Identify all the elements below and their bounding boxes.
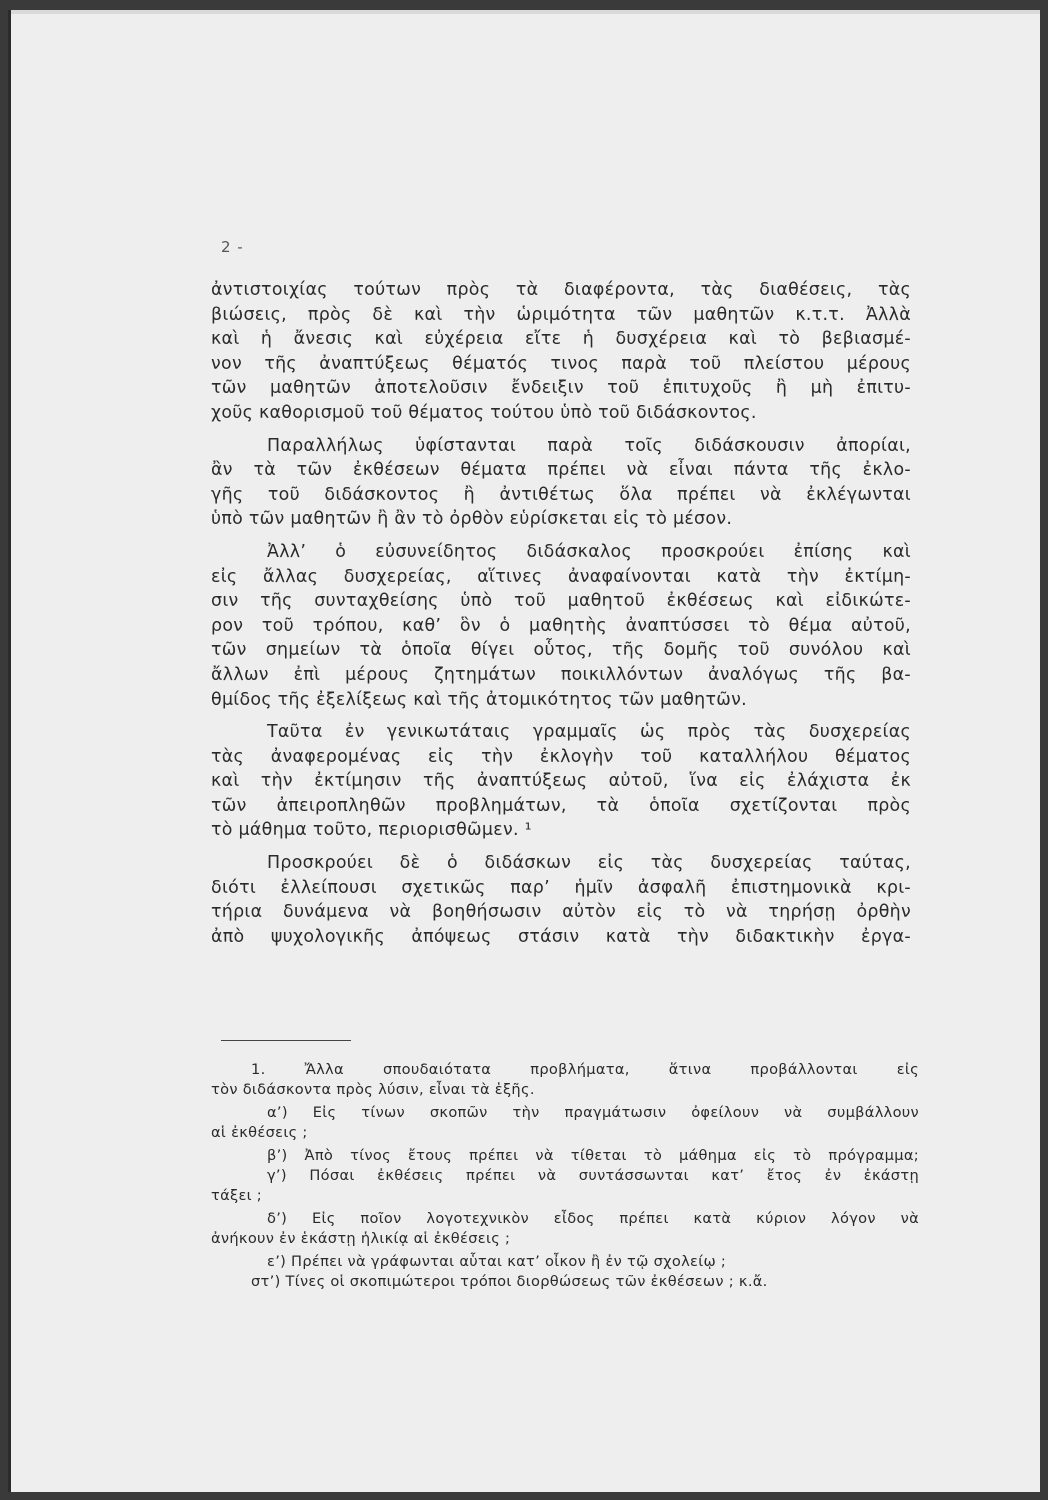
text-line: καὶ τὴν ἐκτίμησιν τῆς ἀναπτύξεως αὐτοῦ, ἵνα εἰς ἐλάχιστα ἐκ — [211, 771, 911, 792]
text-line: ἄλλων ἐπὶ μέρους ζητημάτων ποικιλλόντων ἀναλόγως τῆς βα- — [211, 664, 911, 685]
text-line: Ταῦτα ἐν γενικωτάταις γραμμαῖς ὡς πρὸς τὰς δυσχερείας — [267, 722, 911, 743]
text-line: Παραλλήλως ὑφίστανται παρὰ τοῖς διδάσκουσιν ἀπορίαι, — [267, 435, 911, 456]
footnote-line: αἱ ἐκθέσεις ; — [211, 1124, 308, 1141]
text-line: βιώσεις, πρὸς δὲ καὶ τὴν ὡριμότητα τῶν μαθητῶν κ.τ.τ. Ἀλλὰ — [211, 304, 911, 325]
text-line: νον τῆς ἀναπτύξεως θέματός τινος παρὰ τοῦ πλείστου μέρους — [211, 353, 911, 374]
text-line: ρον τοῦ τρόπου, καθ’ ὃν ὁ μαθητὴς ἀναπτύσσει τὸ θέμα αὐτοῦ, — [211, 615, 911, 636]
text-line: χοῦς καθορισμοῦ τοῦ θέματος τούτου ὑπὸ τοῦ διδάσκοντος. — [211, 402, 757, 423]
scan-edge — [11, 10, 1040, 14]
text-line: τῶν σημείων τὰ ὁποῖα θίγει οὗτος, τῆς δομῆς τοῦ συνόλου καὶ — [211, 640, 911, 661]
footnote-line: τὸν διδάσκοντα πρὸς λύσιν, εἶναι τὰ ἑξῆς. — [211, 1081, 535, 1098]
text-line: ἂν τὰ τῶν ἐκθέσεων θέματα πρέπει νὰ εἶναι πάντα τῆς ἐκλο- — [211, 460, 911, 481]
text-line: ὑπὸ τῶν μαθητῶν ἢ ἂν τὸ ὀρθὸν εὑρίσκεται εἰς τὸ μέσον. — [211, 509, 733, 530]
footnote-line: 1. Ἄλλα σπουδαιότατα προβλήματα, ἅτινα προβάλλονται εἰς — [251, 1061, 919, 1078]
text-line: ἀπὸ ψυχολογικῆς ἀπόψεως στάσιν κατὰ τὴν διδακτικὴν ἐργα- — [211, 926, 911, 947]
footnote-line: ε’) Πρέπει νὰ γράφωνται αὗται κατ’ οἶκον ἢ ἐν τῷ σχολείῳ ; — [267, 1253, 727, 1270]
text-line: Ἀλλ’ ὁ εὐσυνείδητος διδάσκαλος προσκρούει ἐπίσης καὶ — [267, 541, 911, 562]
text-line: τὰς ἀναφερομένας εἰς τὴν ἐκλογὴν τοῦ καταλλήλου θέματος — [211, 746, 911, 767]
footnotes — [211, 1060, 919, 1292]
text-line: σιν τῆς συνταχθείσης ὑπὸ τοῦ μαθητοῦ ἐκθέσεως καὶ εἰδικώτε- — [211, 591, 911, 612]
text-line: τήρια δυνάμενα νὰ βοηθήσωσιν αὐτὸν εἰς τὸ νὰ τηρήσῃ ὀρθὴν — [211, 902, 911, 923]
text-line: Προσκρούει δὲ ὁ διδάσκων εἰς τὰς δυσχερείας ταύτας, — [267, 853, 911, 874]
scanned-page — [8, 10, 1040, 1492]
footnote-line: τάξει ; — [211, 1187, 263, 1204]
text-line: εἰς ἄλλας δυσχερείας, αἵτινες ἀναφαίνονται κατὰ τὴν ἐκτίμη- — [211, 566, 911, 587]
footnote-line: α’) Εἰς τίνων σκοπῶν τὴν πραγμάτωσιν ὀφείλουν νὰ συμβάλλουν — [267, 1104, 919, 1121]
text-line: τῶν ἀπειροπληθῶν προβλημάτων, τὰ ὁποῖα σχετίζονται πρὸς — [211, 795, 911, 816]
footnote-line: β’) Ἀπὸ τίνος ἔτους πρέπει νὰ τίθεται τὸ μάθημα εἰς τὸ πρόγραμμα; — [267, 1147, 919, 1164]
text-line: τὸ μάθημα τοῦτο, περιορισθῶμεν. ¹ — [211, 820, 532, 841]
footnote-line: γ’) Πόσαι ἐκθέσεις πρέπει νὰ συντάσσωνται κατ’ ἔτος ἐν ἑκάστῃ — [267, 1167, 919, 1184]
text-line: ἀντιστοιχίας τούτων πρὸς τὰ διαφέροντα, τὰς διαθέσεις, τὰς — [211, 280, 911, 300]
text-line: γῆς τοῦ διδάσκοντος ἢ ἀντιθέτως ὅλα πρέπει νὰ ἐκλέγωνται — [211, 484, 911, 505]
text-line: καὶ ἡ ἄνεσις καὶ εὐχέρεια εἴτε ἡ δυσχέρεια καὶ τὸ βεβιασμέ- — [211, 329, 911, 350]
main-text — [211, 278, 911, 949]
footnote-separator — [221, 1040, 351, 1041]
text-line: θμίδος τῆς ἐξελίξεως καὶ τῆς ἀτομικότητος τῶν μαθητῶν. — [211, 689, 747, 710]
text-line: διότι ἐλλείπουσι σχετικῶς παρ’ ἡμῖν ἀσφαλῆ ἐπιστημονικὰ κρι- — [211, 877, 911, 898]
page-number: 2 - — [221, 238, 244, 256]
footnote-line: ἀνήκουν ἐν ἑκάστῃ ἡλικίᾳ αἱ ἐκθέσεις ; — [211, 1230, 511, 1247]
footnote-line: στ’) Τίνες οἱ σκοπιμώτεροι τρόποι διορθώσεως τῶν ἐκθέσεων ; κ.ἄ. — [251, 1273, 768, 1290]
text-line: τῶν μαθητῶν ἀποτελοῦσιν ἔνδειξιν τοῦ ἐπιτυχοῦς ἢ μὴ ἐπιτυ- — [211, 378, 911, 399]
footnote-line: δ’) Εἰς ποῖον λογοτεχνικὸν εἶδος πρέπει κατὰ κύριον λόγον νὰ — [267, 1210, 919, 1227]
